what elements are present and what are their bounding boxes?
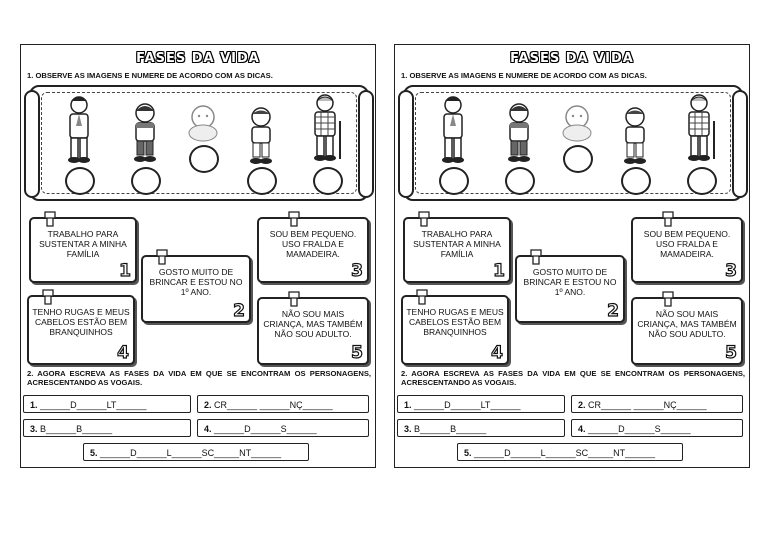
elderly-man-figure <box>307 91 347 163</box>
scroll-curl-right <box>358 90 374 198</box>
tip-card-text: SOU BEM PEQUENO. USO FRALDA E MAMADEIRA. <box>269 229 357 259</box>
tip-card-2 <box>141 255 251 323</box>
tip-card-number: 4 <box>117 343 129 363</box>
instruction-1: 1. OBSERVE AS IMAGENS E NUMERE DE ACORDO COM AS DICAS. <box>401 71 647 80</box>
baby-figure <box>557 103 597 143</box>
elderly-man-figure <box>681 91 721 163</box>
tip-card-number: 2 <box>607 301 619 321</box>
adult-man-figure <box>59 93 99 165</box>
answer-number: 5. <box>464 448 472 458</box>
answer-blanks: ______D______LT______ <box>414 400 521 410</box>
answer-circle[interactable] <box>439 167 469 195</box>
scroll-banner <box>29 85 369 201</box>
tip-card-text: NÃO SOU MAIS CRIANÇA, MAS TAMBÉM NÃO SOU ADULTO. <box>637 309 737 339</box>
tip-card-text: TRABALHO PARA SUSTENTAR A MINHA FAMÍLIA <box>413 229 501 259</box>
answer-circle[interactable] <box>247 167 277 195</box>
tip-card-5 <box>631 297 743 365</box>
answer-number: 2. <box>578 400 586 410</box>
answer-number: 3. <box>30 424 38 434</box>
worksheet-title: FASES DA VIDA <box>510 51 634 66</box>
answer-field-1[interactable] <box>397 395 565 413</box>
tip-card-number: 3 <box>351 261 363 281</box>
tip-card-text: GOSTO MUITO DE BRINCAR E ESTOU NO 1º ANO. <box>523 267 617 297</box>
tip-card-5 <box>257 297 369 365</box>
answer-field-2[interactable] <box>197 395 369 413</box>
tip-card-4 <box>27 295 135 365</box>
clip-icon <box>155 249 169 265</box>
tip-card-number: 1 <box>493 261 505 281</box>
clip-icon <box>417 211 431 227</box>
tip-card-number: 1 <box>119 261 131 281</box>
answer-number: 1. <box>30 400 38 410</box>
clip-icon <box>43 211 57 227</box>
answer-field-5[interactable] <box>457 443 683 461</box>
worksheet-right <box>394 44 750 468</box>
answer-blanks: CR______ ______NÇ______ <box>588 400 707 410</box>
baby-figure <box>183 103 223 143</box>
clip-icon <box>661 211 675 227</box>
answer-blanks: ______D______LT______ <box>40 400 147 410</box>
answer-blanks: ______D______S______ <box>588 424 691 434</box>
answer-field-3[interactable] <box>23 419 191 437</box>
tip-card-number: 5 <box>725 343 737 363</box>
answer-number: 1. <box>404 400 412 410</box>
answer-circle[interactable] <box>563 145 593 173</box>
answer-field-1[interactable] <box>23 395 191 413</box>
child-boy-figure <box>125 101 165 165</box>
tip-card-text: TRABALHO PARA SUSTENTAR A MINHA FAMÍLIA <box>39 229 127 259</box>
instruction-2: 2. AGORA ESCREVA AS FASES DA VIDA EM QUE SE ENCONTRAM OS PERSONAGENS, ACRESCENTANDO AS VOGAIS. <box>27 369 371 387</box>
answer-number: 3. <box>404 424 412 434</box>
teen-figure <box>615 105 655 167</box>
tip-card-text: TENHO RUGAS E MEUS CABELOS ESTÃO BEM BRANQUINHOS <box>32 307 130 337</box>
answer-field-3[interactable] <box>397 419 565 437</box>
clip-icon <box>415 289 429 305</box>
scroll-curl-left <box>24 90 40 198</box>
answer-circle[interactable] <box>505 167 535 195</box>
answer-number: 5. <box>90 448 98 458</box>
tip-card-3 <box>631 217 743 283</box>
tip-card-text: GOSTO MUITO DE BRINCAR E ESTOU NO 1º ANO. <box>149 267 243 297</box>
tip-card-text: SOU BEM PEQUENO. USO FRALDA E MAMADEIRA. <box>643 229 731 259</box>
answer-circle[interactable] <box>65 167 95 195</box>
instruction-1: 1. OBSERVE AS IMAGENS E NUMERE DE ACORDO COM AS DICAS. <box>27 71 273 80</box>
tip-card-number: 3 <box>725 261 737 281</box>
answer-blanks: B______B______ <box>40 424 113 434</box>
scroll-curl-left <box>398 90 414 198</box>
answer-blanks: CR______ ______NÇ______ <box>214 400 333 410</box>
answer-blanks: ______D______L______SC_____NT______ <box>100 448 282 458</box>
clip-icon <box>529 249 543 265</box>
answer-blanks: ______D______S______ <box>214 424 317 434</box>
answer-circle[interactable] <box>189 145 219 173</box>
answer-blanks: B______B______ <box>414 424 487 434</box>
answer-circle[interactable] <box>687 167 717 195</box>
answer-circle[interactable] <box>313 167 343 195</box>
tip-card-text: TENHO RUGAS E MEUS CABELOS ESTÃO BEM BRANQUINHOS <box>406 307 504 337</box>
clip-icon <box>41 289 55 305</box>
answer-field-5[interactable] <box>83 443 309 461</box>
answer-number: 2. <box>204 400 212 410</box>
tip-card-1 <box>29 217 137 283</box>
answer-number: 4. <box>204 424 212 434</box>
clip-icon <box>661 291 675 307</box>
answer-blanks: ______D______L______SC_____NT______ <box>474 448 656 458</box>
tip-card-text: NÃO SOU MAIS CRIANÇA, MAS TAMBÉM NÃO SOU ADULTO. <box>263 309 363 339</box>
tip-card-number: 5 <box>351 343 363 363</box>
worksheet-left <box>20 44 376 468</box>
clip-icon <box>287 291 301 307</box>
adult-man-figure <box>433 93 473 165</box>
answer-field-2[interactable] <box>571 395 743 413</box>
answer-circle[interactable] <box>621 167 651 195</box>
tip-card-1 <box>403 217 511 283</box>
answer-circle[interactable] <box>131 167 161 195</box>
tip-card-number: 4 <box>491 343 503 363</box>
scroll-banner <box>403 85 743 201</box>
answer-number: 4. <box>578 424 586 434</box>
tip-card-3 <box>257 217 369 283</box>
tip-card-4 <box>401 295 509 365</box>
answer-field-4[interactable] <box>197 419 369 437</box>
scroll-curl-right <box>732 90 748 198</box>
answer-field-4[interactable] <box>571 419 743 437</box>
tip-card-2 <box>515 255 625 323</box>
clip-icon <box>287 211 301 227</box>
child-boy-figure <box>499 101 539 165</box>
tip-card-number: 2 <box>233 301 245 321</box>
instruction-2: 2. AGORA ESCREVA AS FASES DA VIDA EM QUE SE ENCONTRAM OS PERSONAGENS, ACRESCENTANDO AS VOGAIS. <box>401 369 745 387</box>
teen-figure <box>241 105 281 167</box>
worksheet-title: FASES DA VIDA <box>136 51 260 66</box>
